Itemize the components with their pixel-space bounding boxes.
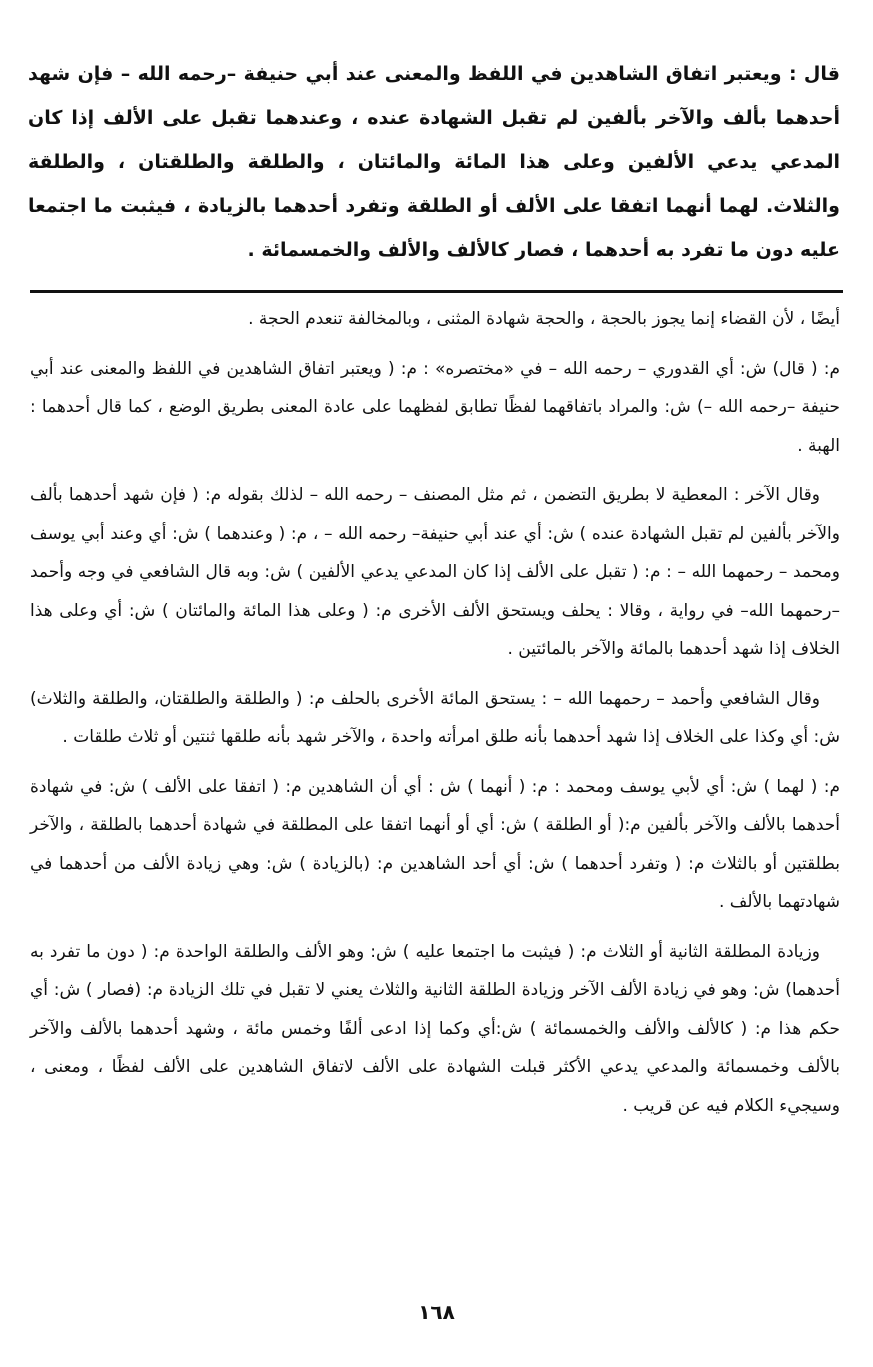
commentary-paragraph: أيضًا ، لأن القضاء إنما يجوز بالحجة ، والحجة شهادة المثنى ، وبالمخالفة تنعدم الحجة . bbox=[248, 309, 840, 329]
page-number: ١٦٨ bbox=[418, 1300, 455, 1324]
commentary-paragraph: م: ( قال) ش: أي القدوري – رحمه الله – في «مختصره» : م: ( ويعتبر اتفاق الشاهدين في اللفظ والمعنى عند أبي حنيفة –رحمه الله –) ش: والمراد باتفاقهما لفظًا تطابق لفظهما على عادة المعنى بطريق الوضع ، كما قال أحدهما : الهبة . bbox=[30, 358, 840, 456]
main-text-block bbox=[28, 52, 840, 272]
commentary-paragraph: وزيادة المطلقة الثانية أو الثلاث م: ( فيثبت ما اجتمعا عليه ) ش: وهو الألف والطلقة الواحدة م: ( دون ما تفرد به أحدهما) ش: وهو في زيادة الألف الآخر وزيادة الطلقة الثانية والثلاث يعني لا تقبل في تلك الزيادة م: (فصار ) ش: أي حكم هذا م: ( كالألف والألف والخمسمائة ) ش:أي وكما إذا ادعى ألفًا وخمس مائة ، وشهد أحدهما بالألف والآخر بالألف وخمسمائة والمدعي يدعي الأكثر قبلت الشهادة على الألف لاتفاق الشاهدين على الألف لفظًا ، ومعنى ، وسيجيء الكلام فيه عن قريب . bbox=[30, 941, 840, 1116]
footnote-divider bbox=[30, 290, 843, 293]
commentary-paragraph: وقال الشافعي وأحمد – رحمهما الله – : يستحق المائة الأخرى بالحلف م: ( والطلقة والطلقتان، والطلقة والثلاث) ش: أي وكذا على الخلاف إذا شهد أحدهما بأنه طلق امرأته واحدة ، والآخر شهد بأنه طلقها ثنتين أو ثلاث طلقات . bbox=[30, 688, 840, 747]
main-text-paragraph: قال : ويعتبر اتفاق الشاهدين في اللفظ والمعنى عند أبي حنيفة –رحمه الله – فإن شهد أحدهما بألف والآخر بألفين لم تقبل الشهادة عنده ، وعندهما تقبل على الألف إذا كان المدعي يدعي الألفين وعلى هذا المائة والمائتان ، والطلقة والطلقتان ، والطلقة والثلاث. لهما أنهما اتفقا على الألف أو الطلقة وتفرد أحدهما بالزيادة ، فيثبت ما اجتمعا عليه دون ما تفرد به أحدهما ، فصار كالألف والألف والخمسمائة . bbox=[28, 63, 840, 261]
commentary-block bbox=[30, 300, 840, 1136]
commentary-paragraph: م: ( لهما ) ش: أي لأبي يوسف ومحمد : م: ( أنهما ) ش : أي أن الشاهدين م: ( اتفقا على الألف ) ش: في شهادة أحدهما بالألف والآخر بألفين م:( أو الطلقة ) ش: أي أو أنهما اتفقا على المطلقة في شهادة أحدهما بالطلقة ، والآخر بطلقتين أو بالثلاث م: ( وتفرد أحدهما ) ش: أي أحد الشاهدين م: (بالزيادة ) ش: وهي زيادة الألف من أحدهما في شهادتهما بالألف . bbox=[30, 776, 840, 912]
commentary-paragraph: وقال الآخر : المعطية لا بطريق التضمن ، ثم مثل المصنف – رحمه الله – لذلك بقوله م: ( فإن شهد أحدهما بألف والآخر بألفين لم تقبل الشهادة عنده ) ش: أي عند أبي حنيفة– رحمه الله – ، م: ( وعندهما ) ش: أي وعند أبي يوسف ومحمد – رحمهما الله – : م: ( تقبل على الألف إذا كان المدعي يدعي الألفين ) ش: وبه قال الشافعي في وجه وأحمد –رحمهما الله– في رواية ، وقالا : يحلف ويستحق الألف الأخرى م: ( وعلى هذا المائة والمائتان ) ش: أي وعلى هذا الخلاف إذا شهد أحدهما بالمائة والآخر بالمائتين . bbox=[30, 485, 840, 659]
